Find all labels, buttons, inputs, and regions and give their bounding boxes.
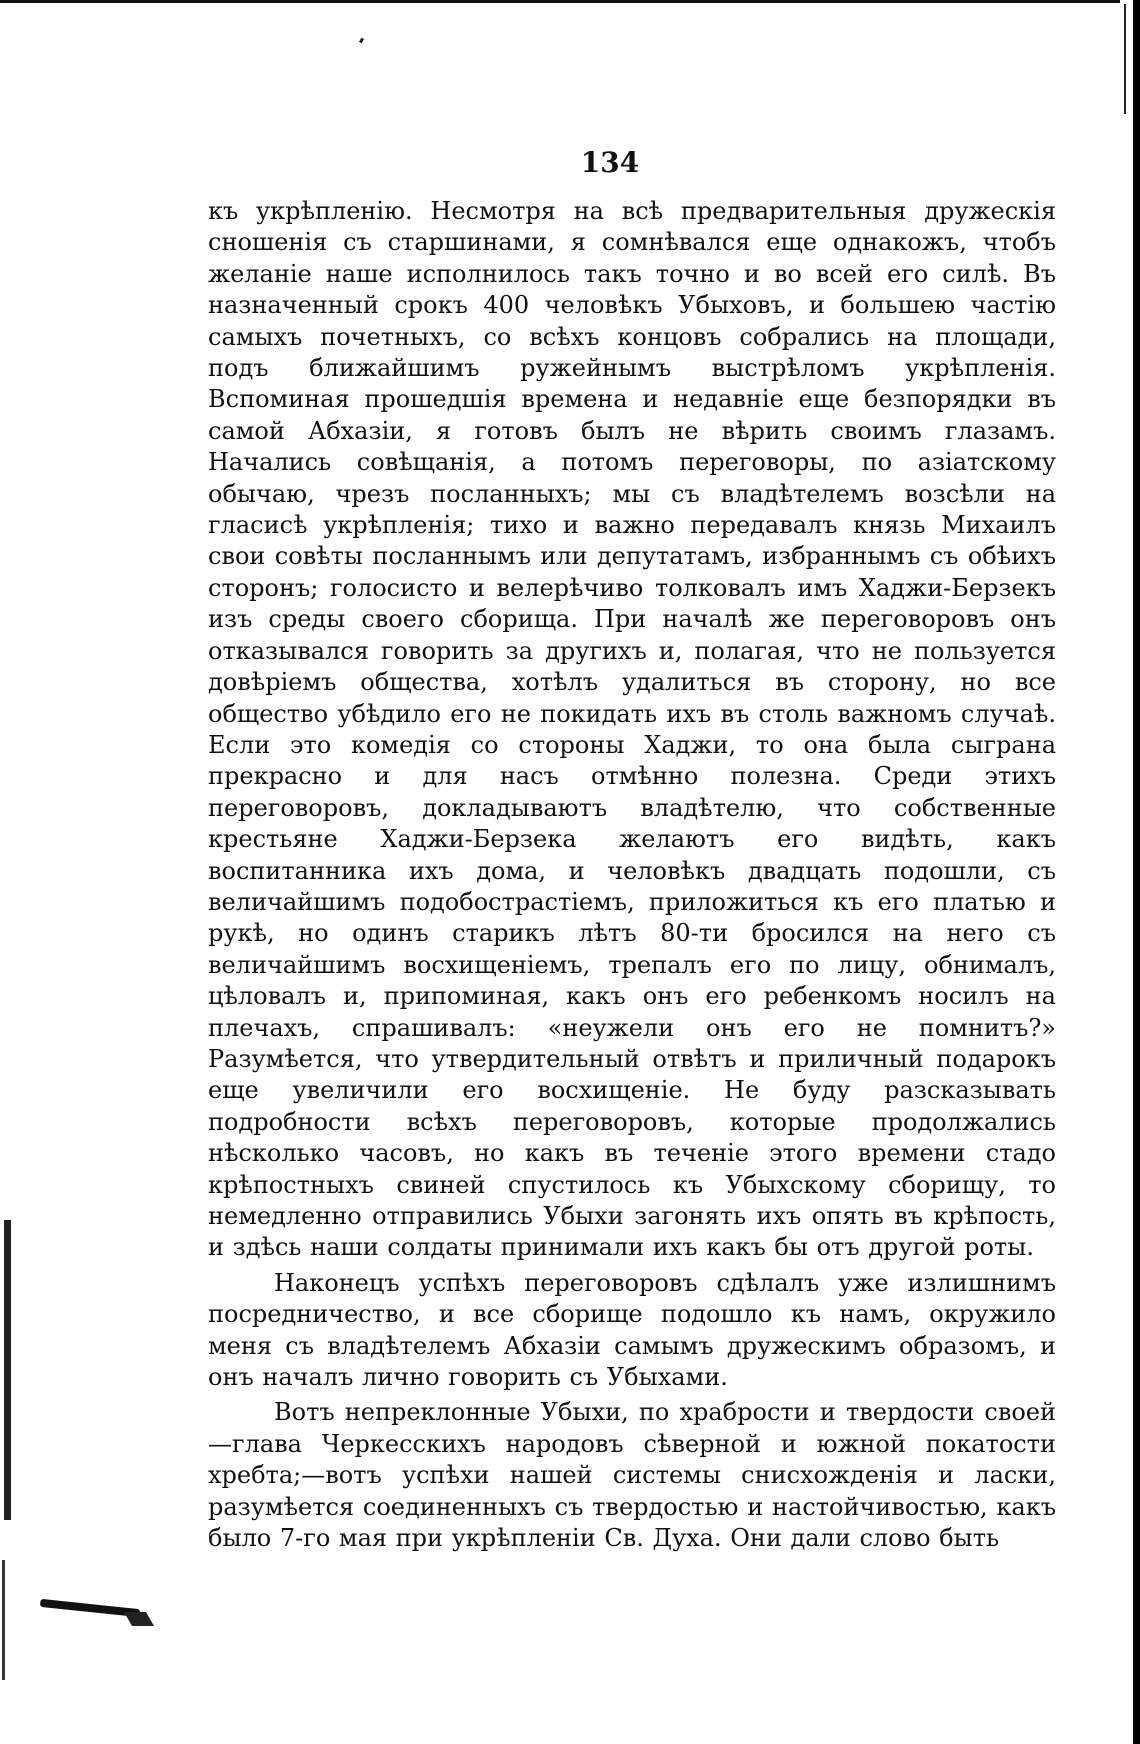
page-right-inner-line — [1124, 4, 1126, 114]
ink-smudge-tail — [124, 1612, 154, 1626]
paragraph-2: Наконецъ успѣхъ переговоровъ сдѣлалъ уже излишнимъ посредничество, и все сборище подошло къ намъ, окружило меня съ владѣтелемъ Абхазіи самымъ дружескимъ образомъ, и онъ началъ лично говорить съ Убыхами. — [208, 1268, 1056, 1392]
page-number: 134 — [580, 146, 640, 179]
binding-mark — [4, 1220, 11, 1520]
body-text — [208, 196, 1056, 1554]
ink-speck — [359, 38, 364, 44]
page-right-edge — [1133, 0, 1140, 1744]
paragraph-3: Вотъ непреклонные Убыхи, по храбрости и твердости своей—глава Черкесскихъ народовъ сѣверной и южной покатости хребта;—вотъ успѣхи нашей системы снисхожденія и ласки, разумѣется соединенныхъ съ твердостью и настойчивостью, какъ было 7-го мая при укрѣпленіи Св. Духа. Они дали слово быть — [208, 1398, 1056, 1553]
paragraph-1: къ укрѣпленію. Несмотря на всѣ предварительныя дружескія сношенія съ старшинами, я сомнѣвался еще однакожъ, чтобъ желаніе наше исполнилось такъ точно и во всей его силѣ. Въ назначенный срокъ 400 человѣкъ Убыховъ, и большею частію самыхъ почетныхъ, со всѣхъ концовъ собрались на площади, подъ ближайшимъ ружейнымъ выстрѣломъ укрѣпленія. Вспоминая прошедшія времена и недавніе еще безпорядки въ самой Абхазіи, я готовъ былъ не вѣрить своимъ глазамъ. Начались совѣщанія, а потомъ переговоры, по азіатскому обычаю, чрезъ посланныхъ; мы съ владѣтелемъ возсѣли на гласисѣ укрѣпленія; тихо и важно передавалъ князь Михаилъ свои совѣты посланнымъ или депутатамъ, избраннымъ съ обѣихъ сторонъ; голосисто и велерѣчиво толковалъ имъ Хаджи-Берзекъ изъ среды своего сборища. При началѣ же переговоровъ онъ отказывался говорить за другихъ и, полагая, что не пользуется довѣріемъ общества, хотѣлъ удалиться въ сторону, но все общество убѣдило его не покидать ихъ въ столь важномъ случаѣ. Если это комедія со стороны Хаджи, то она была сыграна прекрасно и для насъ отмѣнно полезна. Среди этихъ переговоровъ, докладываютъ владѣтелю, что собственные крестьяне Хаджи-Берзека желаютъ его видѣть, какъ воспитанника ихъ дома, и человѣкъ двадцать подошли, съ величайшимъ подобострастіемъ, приложиться къ его платью и рукѣ, но одинъ старикъ лѣтъ 80-ти бросился на него съ величайшимъ восхищеніемъ, трепалъ его по лицу, обнималъ, цѣловалъ и, припоминая, какъ онъ его ребенкомъ носилъ на плечахъ, спрашивалъ: «неужели онъ его не помнитъ?» Разумѣется, что утвердительный отвѣтъ и приличный подарокъ еще увеличили его восхищеніе. Не буду разсказывать подробности всѣхъ переговоровъ, которые продолжались нѣсколько часовъ, но какъ въ теченіе этого времени стадо крѣпостныхъ свиней спустилось къ Убыхскому сборищу, то немедленно отправились Убыхи загонять ихъ опять въ крѣпость, и здѣсь наши солдаты принимали ихъ какъ бы отъ другой роты. — [208, 197, 1056, 1262]
page-top-edge — [0, 0, 1120, 3]
binding-mark-lower — [2, 1560, 5, 1680]
